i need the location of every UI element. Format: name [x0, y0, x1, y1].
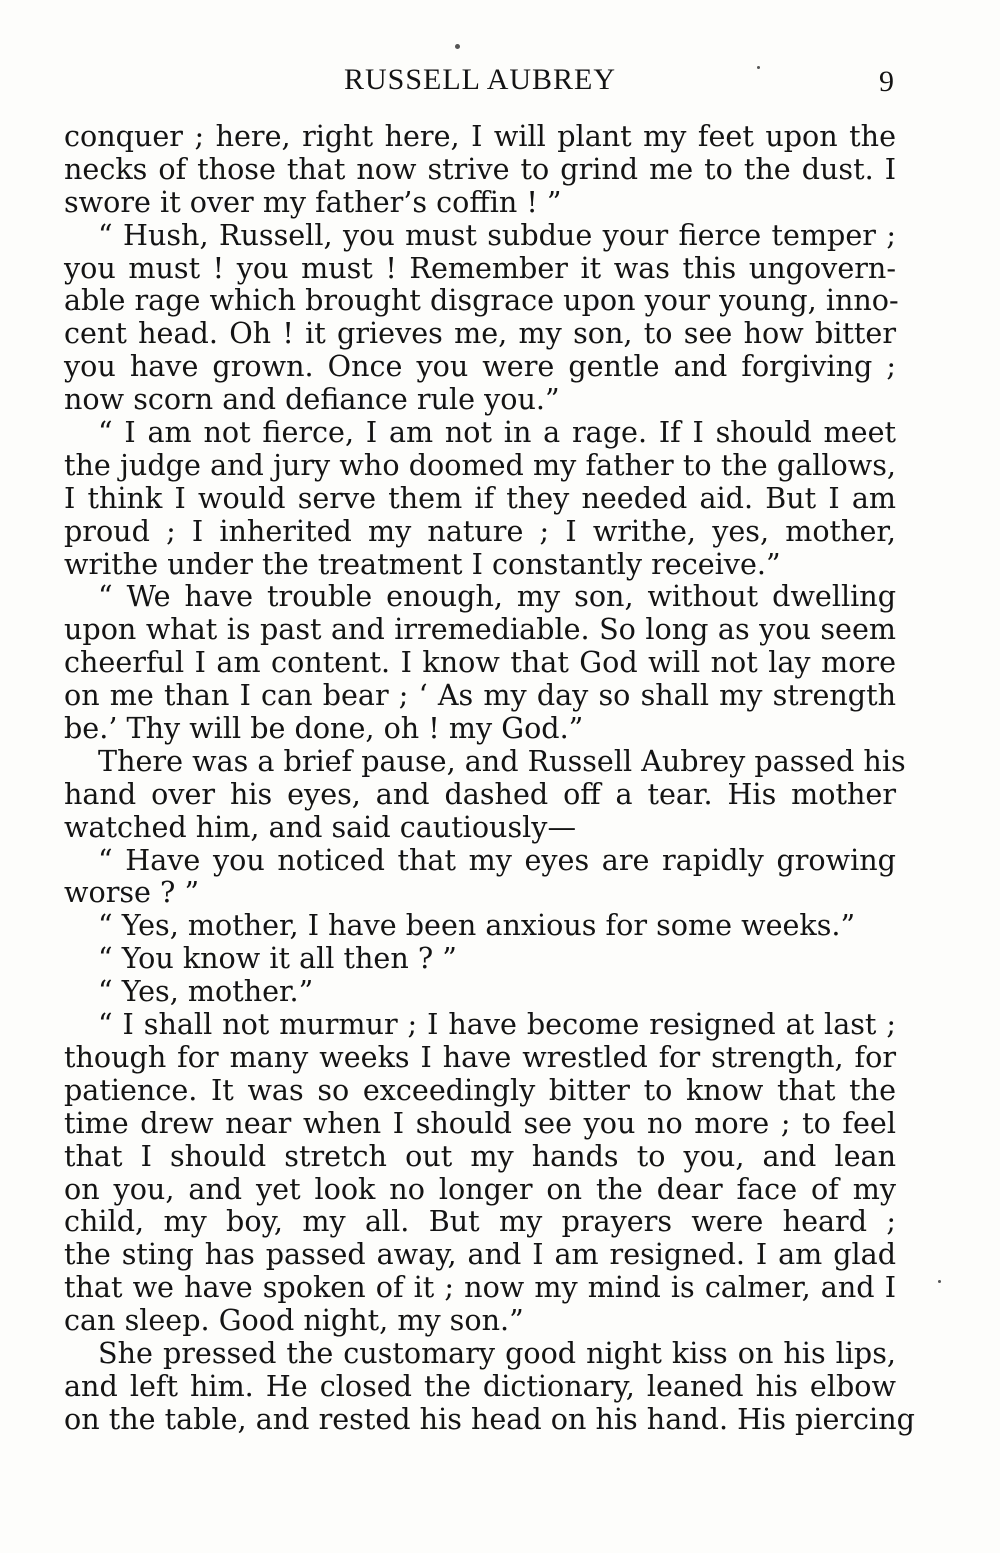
text-line: time drew near when I should see you no more ; to feel [64, 1105, 896, 1140]
text-line: though for many weeks I have wrestled for strength, for [64, 1039, 896, 1074]
text-line: able rage which brought disgrace upon your young, inno- [64, 283, 899, 318]
text-line: worse ? ” [64, 875, 200, 910]
text-line: can sleep. Good night, my son.” [64, 1303, 524, 1338]
text-line: I think I would serve them if they needed aid. But I am [64, 480, 896, 515]
running-title: RUSSELL AUBREY [343, 63, 617, 96]
text-line: you must ! you must ! Remember it was this ungovern- [64, 250, 896, 285]
text-line: now scorn and defiance rule you.” [64, 382, 560, 417]
print-speck [757, 66, 760, 69]
text-line: “ You know it all then ? ” [98, 941, 457, 976]
text-line: the judge and jury who doomed my father to the gallows, [64, 447, 896, 482]
text-line: upon what is past and irremediable. So long as you seem [64, 612, 896, 647]
text-line: and left him. He closed the dictionary, leaned his elbow [64, 1368, 896, 1403]
text-line: cheerful I am content. I know that God will not lay more [64, 645, 896, 680]
text-line: “ We have trouble enough, my son, without dwelling [98, 579, 896, 614]
text-line: you have grown. Once you were gentle and forgiving ; [64, 349, 896, 384]
print-speck [938, 1280, 941, 1283]
text-line: patience. It was so exceedingly bitter to know that the [64, 1072, 896, 1107]
text-line: on you, and yet look no longer on the dear face of my [64, 1171, 896, 1206]
text-line: “ Have you noticed that my eyes are rapidly growing [98, 842, 896, 877]
text-line: be.’ Thy will be done, oh ! my God.” [64, 711, 584, 746]
text-line: watched him, and said cautiously— [64, 809, 577, 844]
page-number: 9 [879, 65, 894, 98]
text-line: child, my boy, my all. But my prayers were heard ; [64, 1204, 896, 1239]
text-line: conquer ; here, right here, I will plant my feet upon the [64, 119, 896, 153]
text-line: “ I am not fierce, I am not in a rage. If I should meet [98, 415, 896, 450]
text-line: “ Yes, mother, I have been anxious for some weeks.” [98, 908, 856, 943]
text-line: swore it over my father’s coffin ! ” [64, 184, 562, 219]
text-line: “ I shall not murmur ; I have become resigned at last ; [98, 1007, 896, 1042]
text-line: that we have spoken of it ; now my mind is calmer, and I [64, 1270, 896, 1305]
text-line: writhe under the treatment I constantly receive.” [64, 546, 781, 581]
text-line: on me than I can bear ; ‘ As my day so shall my strength [64, 678, 896, 713]
text-line: necks of those that now strive to grind me to the dust. I [64, 151, 896, 186]
text-line: She pressed the customary good night kiss on his lips, [98, 1335, 896, 1370]
text-line: There was a brief pause, and Russell Aubrey passed his [98, 743, 906, 778]
text-line: hand over his eyes, and dashed off a tear. His mother [64, 776, 896, 811]
text-line: proud ; I inherited my nature ; I writhe, yes, mother, [64, 513, 896, 548]
print-speck [455, 44, 460, 49]
text-line: the sting has passed away, and I am resigned. I am glad [64, 1237, 896, 1272]
text-line: “ Yes, mother.” [98, 974, 314, 1009]
text-line: that I should stretch out my hands to you, and lean [64, 1138, 896, 1173]
page-header [64, 60, 896, 104]
body-text [64, 119, 915, 1436]
text-line: cent head. Oh ! it grieves me, my son, to see how bitter [64, 316, 896, 351]
text-line: on the table, and rested his head on his hand. His piercing [64, 1401, 915, 1436]
text-line: “ Hush, Russell, you must subdue your fierce temper ; [98, 217, 896, 252]
